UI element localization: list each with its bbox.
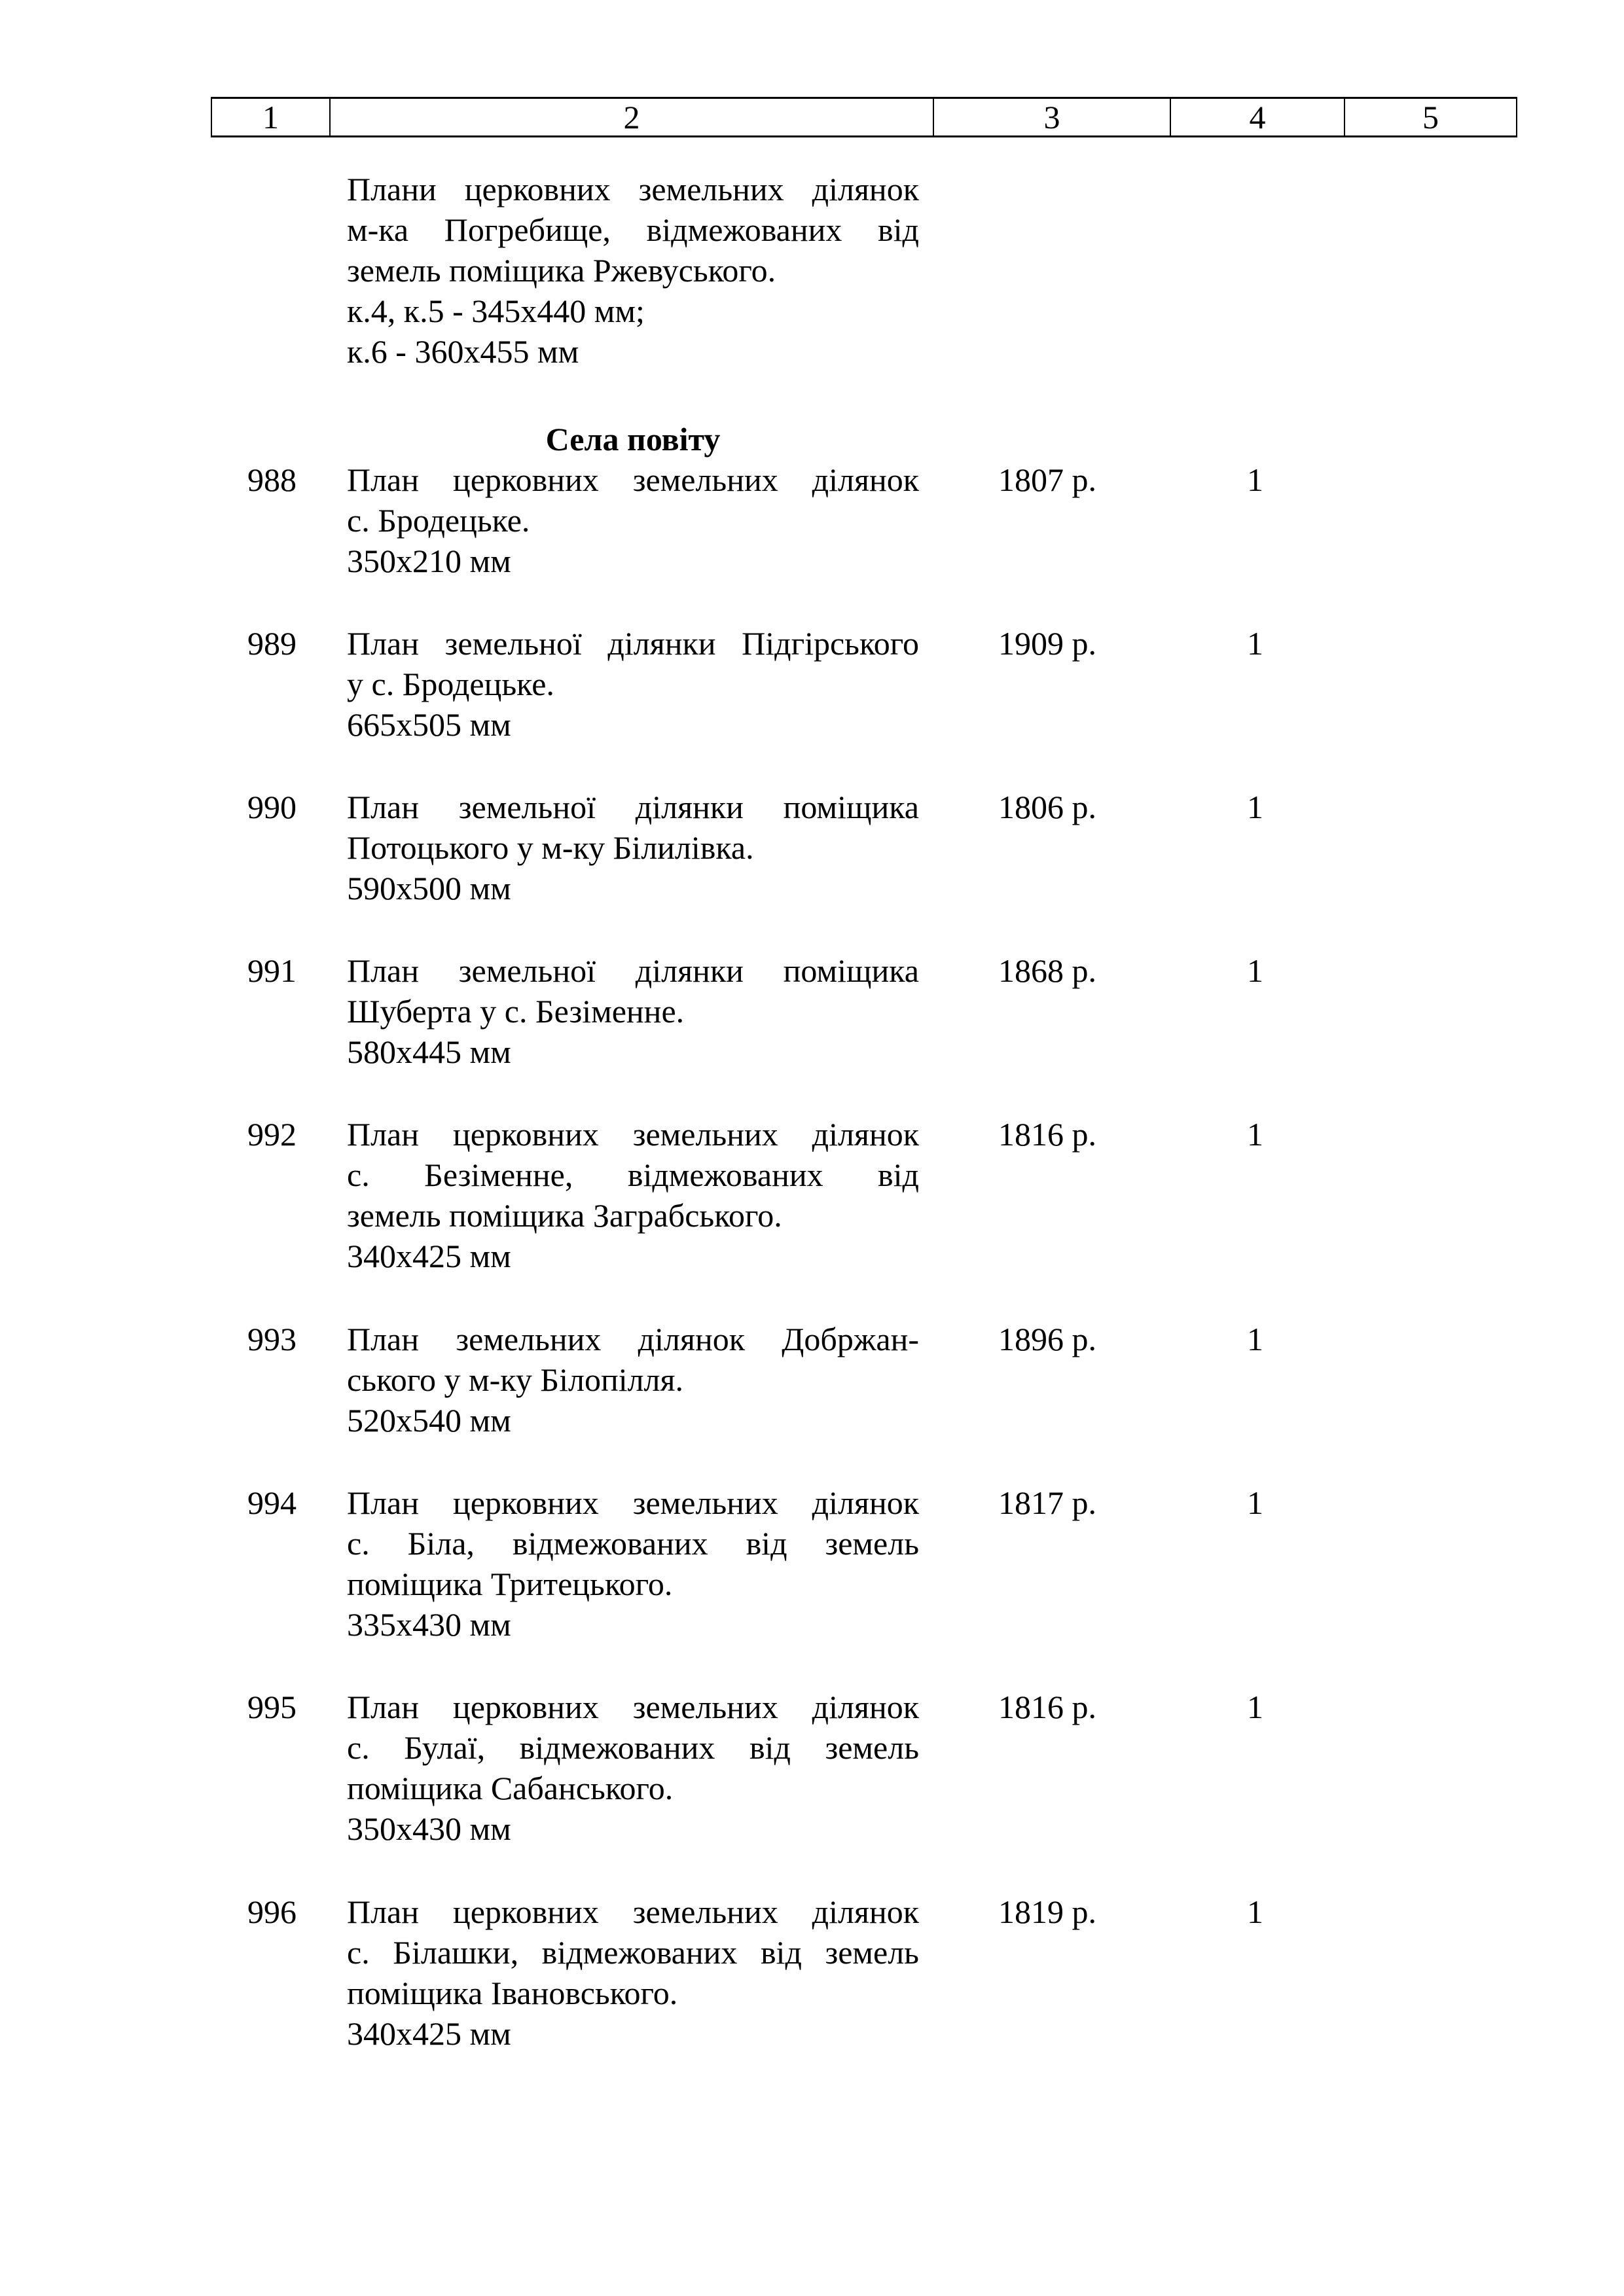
entry-year: 1817 р. [998, 1484, 1096, 1521]
entry-line: с. Безіменне, відмежованих від [347, 1157, 919, 1193]
entry-line: План церковних земельних ділянок [347, 1116, 919, 1153]
entry-line: План церковних земельних ділянок [347, 461, 919, 498]
entry-count: 1 [1247, 1116, 1263, 1153]
entry-line: ського у м-ку Білопілля. [347, 1361, 683, 1398]
entry-number: 991 [247, 952, 297, 989]
entry-line: План церковних земельних ділянок [347, 1893, 919, 1930]
entry-line: поміщика Сабанського. [347, 1770, 674, 1806]
entry-description [347, 1319, 919, 1441]
entry-line: План земельної ділянки поміщика [347, 952, 919, 989]
entry-year: 1819 р. [998, 1893, 1096, 1930]
entry-year: 1806 р. [998, 789, 1096, 825]
entry-year: 1896 р. [998, 1321, 1096, 1357]
entry-line: к.6 - 360х455 мм [347, 333, 579, 370]
entry-description [347, 950, 919, 1072]
entry-line: с. Білашки, відмежованих від земель [347, 1934, 919, 1971]
entry-count: 1 [1247, 789, 1263, 825]
column-header-3: 3 [934, 99, 1171, 135]
entry-count: 1 [1247, 1484, 1263, 1521]
entry-description [347, 623, 919, 745]
entry-number: 996 [247, 1893, 297, 1930]
entry-number: 990 [247, 789, 297, 825]
entry-description [347, 1482, 919, 1645]
entry-year: 1909 р. [998, 625, 1096, 662]
entry-line: 580х445 мм [347, 1033, 511, 1070]
entry-line: 350х430 мм [347, 1810, 511, 1847]
entry-line: с. Бродецьке. [347, 502, 530, 539]
entry-line: Шуберта у с. Безіменне. [347, 993, 685, 1030]
entry-description [347, 787, 919, 908]
entry-description [347, 459, 919, 581]
entry-count: 1 [1247, 952, 1263, 989]
column-header-1: 1 [212, 99, 331, 135]
entry-count: 1 [1247, 461, 1263, 498]
entry-line: 340х425 мм [347, 1238, 511, 1274]
entry-line: Потоцького у м-ку Білилівка. [347, 829, 754, 866]
continued-entry [347, 169, 919, 372]
entry-description [347, 1687, 919, 1849]
entry-line: с. Біла, відмежованих від земель [347, 1525, 919, 1562]
entry-line: 520х540 мм [347, 1402, 511, 1439]
entry-line: План земельної ділянки поміщика [347, 789, 919, 825]
entry-line: с. Булаї, відмежованих від земель [347, 1729, 919, 1766]
entry-number: 995 [247, 1689, 297, 1725]
column-header-2: 2 [331, 99, 934, 135]
entry-line: 335х430 мм [347, 1606, 511, 1643]
entry-count: 1 [1247, 1321, 1263, 1357]
entry-line: к.4, к.5 - 345х440 мм; [347, 293, 645, 329]
entry-line: 340х425 мм [347, 2015, 511, 2052]
entry-line: поміщика Тритецького. [347, 1566, 673, 1602]
entry-line: у с. Бродецьке. [347, 666, 554, 702]
entry-number: 993 [247, 1321, 297, 1357]
column-header-5: 5 [1422, 99, 1439, 135]
column-header-table [211, 97, 1517, 137]
entry-line: м-ка Погребище, відмежованих від [347, 211, 919, 248]
section-heading: Села повіту [545, 421, 721, 457]
entry-line: 665х505 мм [347, 706, 511, 743]
entry-year: 1816 р. [998, 1116, 1096, 1153]
entry-line: План земельної ділянки Підгірського [347, 625, 919, 662]
entry-line: План земельних ділянок Добржан- [347, 1321, 919, 1357]
entry-number: 994 [247, 1484, 297, 1521]
entry-line: Плани церковних земельних ділянок [347, 171, 919, 207]
entry-line: поміщика Івановського. [347, 1975, 678, 2011]
entry-count: 1 [1247, 625, 1263, 662]
entry-line: 590х500 мм [347, 870, 511, 906]
entry-description [347, 1892, 919, 2054]
entry-description [347, 1114, 919, 1276]
entry-line: План церковних земельних ділянок [347, 1484, 919, 1521]
entry-line: 350х210 мм [347, 543, 511, 579]
entry-line: План церковних земельних ділянок [347, 1689, 919, 1725]
entry-count: 1 [1247, 1689, 1263, 1725]
entry-line: земель поміщика Ржевуського. [347, 252, 776, 289]
entry-number: 992 [247, 1116, 297, 1153]
column-header-4: 4 [1171, 99, 1345, 135]
entry-count: 1 [1247, 1893, 1263, 1930]
entry-number: 988 [247, 461, 297, 498]
entry-year: 1807 р. [998, 461, 1096, 498]
entry-year: 1816 р. [998, 1689, 1096, 1725]
entry-year: 1868 р. [998, 952, 1096, 989]
entry-number: 989 [247, 625, 297, 662]
entry-line: земель поміщика Заграбського. [347, 1197, 782, 1234]
